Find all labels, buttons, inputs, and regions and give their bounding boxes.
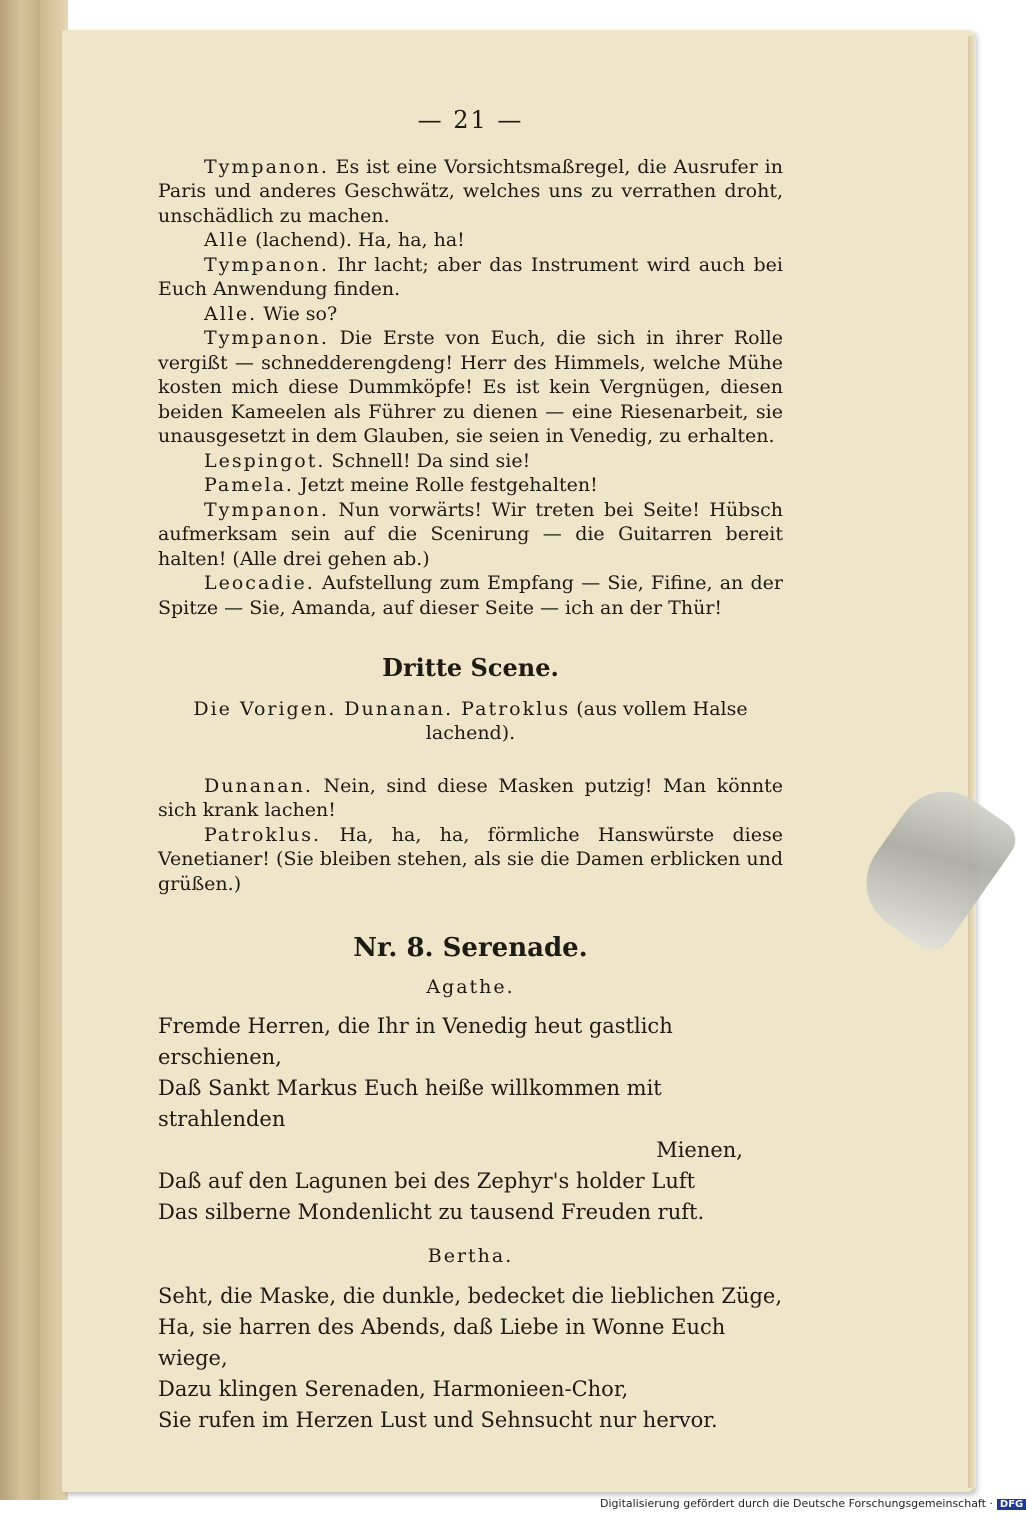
speaker-name: Alle [204,229,250,251]
dialogue-block [158,449,783,474]
speaker-name: Tympanon. [204,253,329,276]
dialogue-block [158,473,783,498]
dialogue-block [158,498,783,572]
dialogue-text: Es ist eine Vorsichtsmaßregel, die Ausrufer in Paris und anderes Geschwätz, welches uns zu verrathen droht, unschädlich zu machen. [158,155,783,227]
dialogue-block [158,228,783,253]
dialogue-text: Aufstellung zum Empfang — Sie, Fifine, an der Spitze — Sie, Amanda, auf dieser Seite — ich an der Thür! [158,572,783,619]
speaker-name: Patroklus. [204,823,322,846]
speaker-name: Pamela. [204,474,294,496]
page-edge [968,36,976,1488]
footer-text: Digitalisierung gefördert durch die Deutsche Forschungsgemeinschaft · [600,1497,993,1510]
dialogue-text: Nun vorwärts! Wir treten bei Seite! Hübsch aufmerksam sein auf die Scenirung — die Guitarren bereit halten! (Alle drei gehen ab.) [158,498,783,570]
verse-line: Daß Sankt Markus Euch heiße willkommen mit strahlenden [158,1076,662,1131]
dialogue-text: Wie so? [263,302,338,325]
dialogue-text: Schnell! Da sind sie! [331,449,531,472]
verse-line: Sie rufen im Herzen Lust und Sehnsucht nur hervor. [158,1407,718,1432]
verse-line: Das silberne Mondenlicht zu tausend Freuden ruft. [158,1200,705,1224]
verse-line: Seht, die Maske, die dunkle, bedecket die lieblichen Züge, [158,1283,783,1308]
speaker-name: Tympanon. [204,498,329,521]
verse-line: Fremde Herren, die Ihr in Venedig heut gastlich erschienen, [158,1014,673,1069]
verse-line-continuation: Mienen, [656,1138,743,1162]
verse-line: Dazu klingen Serenaden, Harmonieen-Chor, [158,1376,629,1401]
song-number-heading: Nr. 8. Serenade. [353,933,588,963]
dialogue-text: Jetzt meine Rolle festgehalten! [300,474,598,496]
page-text [158,100,783,1436]
speaker-name: Alle. [204,302,258,325]
dialogue-text: Die Erste von Euch, die sich in ihrer Rolle vergißt — schnedderengdeng! Herr des Himmels, welche Mühe kosten mich diese Dummköpfe! Es ist kein Vergnügen, diesen beiden Kameelen als Führer zu dienen — eine Riesenarbeit, sie unausgesetzt in dem Glauben, sie seien in Venedig, zu erhalten. [158,327,783,447]
dialogue-text: Nein, sind diese Masken putzig! Man könnte sich krank lachen! [158,774,784,821]
speaker-name: Dunanan. [204,774,313,797]
book-spine [0,0,40,1500]
dialogue-text: Ihr lacht; aber das Instrument wird auch bei Euch Anwendung finden. [158,253,783,300]
speaker-name: Leocadie. [204,572,315,594]
verse-line: Daß auf den Lagunen bei des Zephyr's holder Luft [158,1169,696,1193]
dialogue-block [158,823,783,897]
singer-name: Agathe. [426,975,515,998]
cast-note: (aus vollem Halse lachend). [425,697,748,744]
dialogue-block [158,253,783,302]
speaker-name: Tympanon. [204,327,329,349]
singer-name: Bertha. [427,1245,514,1267]
dialogue-block [158,326,783,449]
digitization-footer [600,1497,1024,1517]
page-number: — 21 — [417,106,524,134]
dialogue-block [158,774,783,823]
dialogue-block [158,302,783,327]
cast-names: Die Vorigen. Dunanan. Patroklus [193,697,571,720]
dfg-logo-icon: DFG [997,1499,1026,1510]
scene-heading: Dritte Scene. [382,653,559,682]
dialogue-block [158,571,783,620]
scene-cast [158,697,783,746]
dialogue-text: (lachend). Ha, ha, ha! [255,229,465,251]
speaker-name: Tympanon. [204,155,329,178]
dialogue-text: Ha, ha, ha, förmliche Hanswürste diese Venetianer! (Sie bleiben stehen, als sie die Damen erblicken und grüßen.) [158,823,783,895]
verse-line: Ha, sie harren des Abends, daß Liebe in Wonne Euch wiege, [158,1314,726,1370]
speaker-name: Lespingot. [204,449,326,472]
dialogue-block [158,155,783,229]
